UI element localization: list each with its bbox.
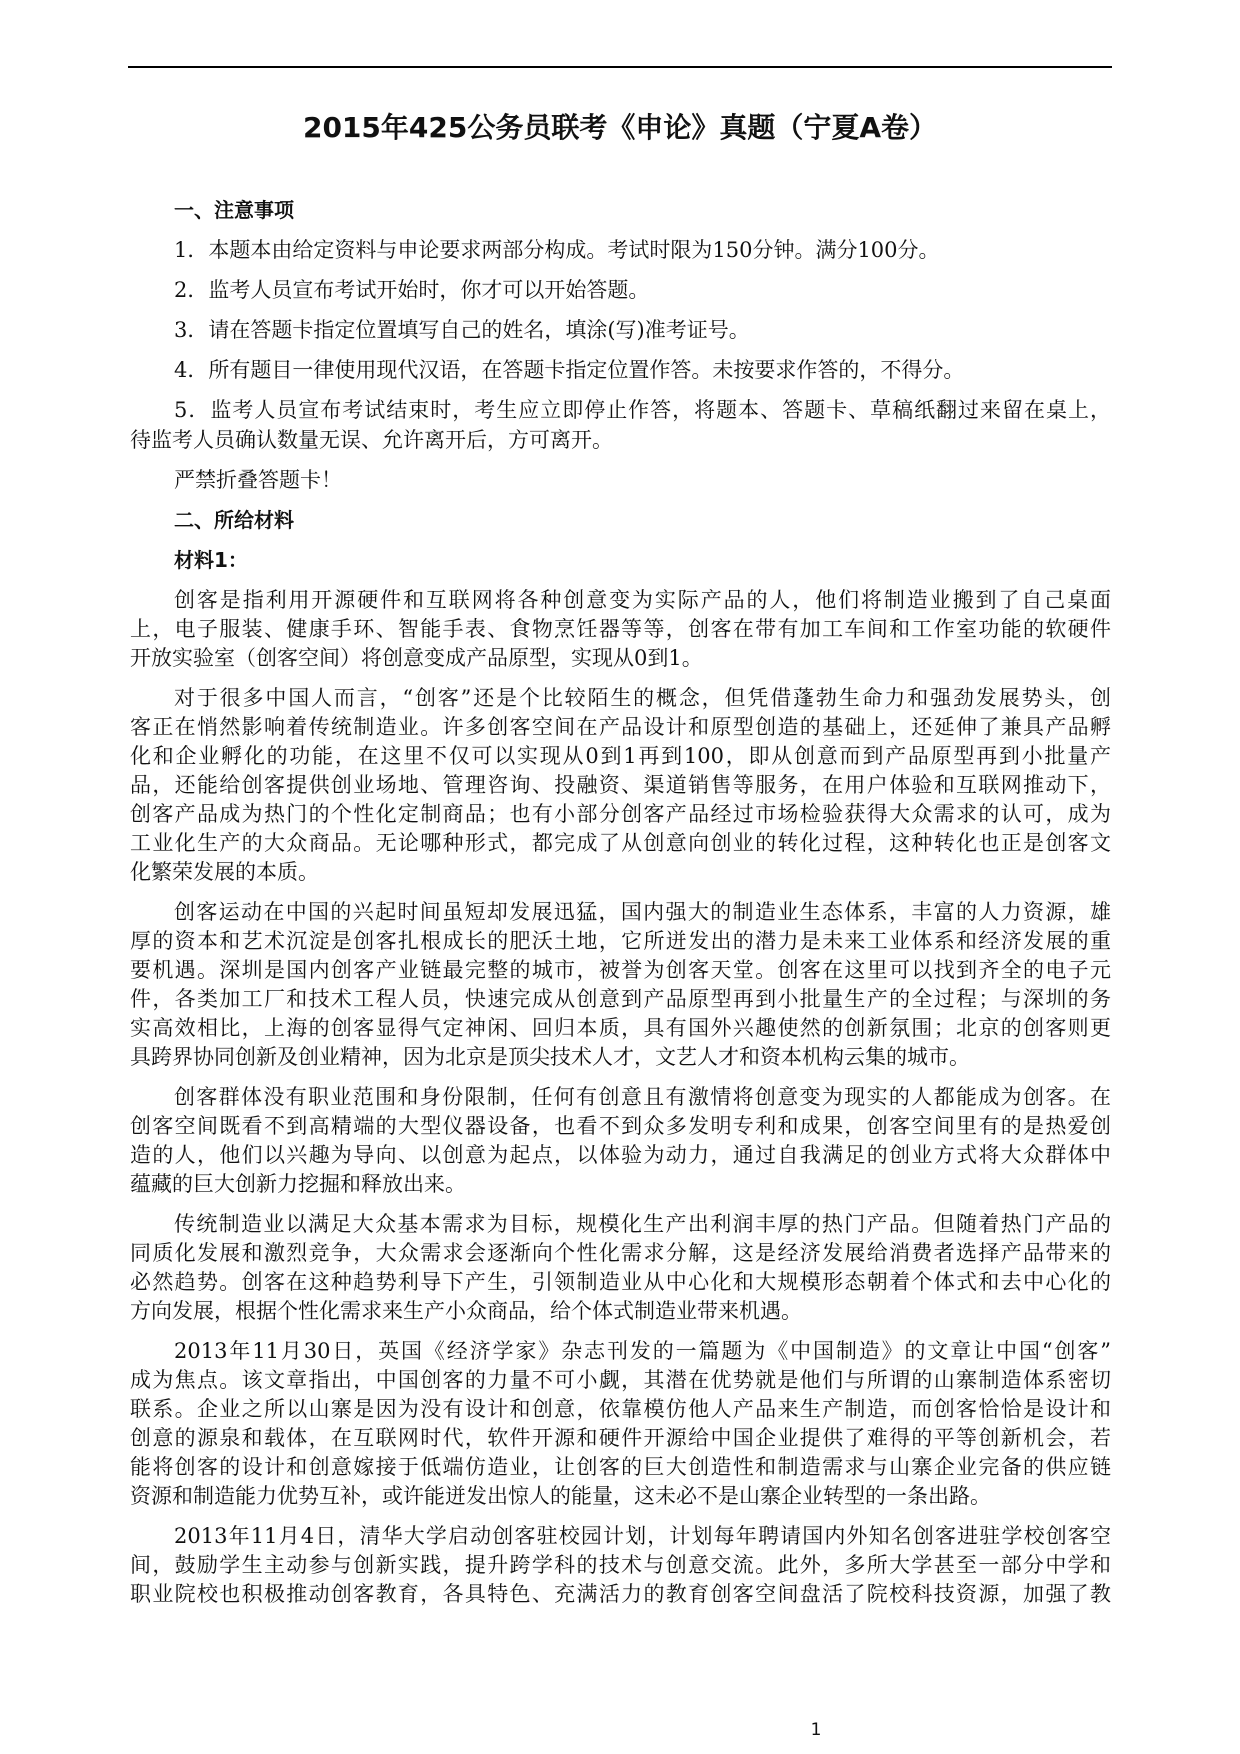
paragraph-line: 客正在悄然影响着传统制造业。许多创客空间在产品设计和原型创造的基础上，还延伸了兼具产品孵 <box>130 715 1111 739</box>
material-1-paragraphs <box>130 586 1111 1609</box>
paragraph-line: 创客是指利用开源硬件和互联网将各种创意变为实际产品的人，他们将制造业搬到了自己桌面 <box>174 588 1111 612</box>
header-rule <box>128 66 1112 68</box>
paragraph-line: 件，各类加工厂和技术工程人员，快速完成从创意到产品原型再到小批量生产的全过程；与深圳的务 <box>130 987 1111 1011</box>
material-paragraph <box>130 1083 1111 1199</box>
material-1-heading: 材料1： <box>174 548 248 572</box>
paragraph-line: 创客群体没有职业范围和身份限制，任何有创意且有激情将创意变为现实的人都能成为创客。在 <box>174 1085 1111 1109</box>
paragraph-line: 创客空间既看不到高精端的大型仪器设备，也看不到众多发明专利和成果，创客空间里有的是热爱创 <box>130 1114 1111 1138</box>
paragraph-line: 造的人，他们以兴趣为导向、以创意为起点，以体验为动力，通过自我满足的创业方式将大众群体中 <box>130 1143 1111 1167</box>
paragraph-line: 能将创客的设计和创意嫁接于低端仿造业，让创客的巨大创造性和制造需求与山寨企业完备的供应链 <box>130 1455 1111 1479</box>
section-heading-notice: 一、注意事项 <box>174 198 294 222</box>
notice-item-3: 3．请在答题卡指定位置填写自己的姓名，填涂(写)准考证号。 <box>174 318 750 342</box>
paragraph-line: 化繁荣发展的本质。 <box>130 860 319 884</box>
paragraph-line: 成为焦点。该文章指出，中国创客的力量不可小觑，其潜在优势就是他们与所谓的山寨制造体系密切 <box>130 1368 1111 1392</box>
paragraph-line: 具跨界协同创新及创业精神，因为北京是顶尖技术人才，文艺人才和资本机构云集的城市。 <box>130 1045 970 1069</box>
paragraph-line: 开放实验室（创客空间）将创意变成产品原型，实现从0到1。 <box>130 646 703 670</box>
paragraph-line: 间，鼓励学生主动参与创新实践，提升跨学科的技术与创意交流。此外，多所大学甚至一部分中学和 <box>130 1553 1111 1577</box>
notice-item-2: 2．监考人员宣布考试开始时，你才可以开始答题。 <box>174 278 650 302</box>
paragraph-line: 对于很多中国人而言，“创客”还是个比较陌生的概念，但凭借蓬勃生命力和强劲发展势头，创 <box>174 686 1111 710</box>
notice-item-5-line: 待监考人员确认数量无误、允许离开后，方可离开。 <box>130 428 613 452</box>
material-paragraph <box>130 1337 1111 1511</box>
paragraph-line: 方向发展，根据个性化需求来生产小众商品，给个体式制造业带来机遇。 <box>130 1299 802 1323</box>
notice-item-5-line: 5．监考人员宣布考试结束时，考生应立即停止作答，将题本、答题卡、草稿纸翻过来留在桌上， <box>174 398 1111 422</box>
paragraph-line: 联系。企业之所以山寨是因为没有设计和创意，依靠模仿他人产品来生产制造，而创客恰恰是设计和 <box>130 1397 1111 1421</box>
paragraph-line: 创意的源泉和载体，在互联网时代，软件开源和硬件开源给中国企业提供了难得的平等创新机会，若 <box>130 1426 1111 1450</box>
paragraph-line: 同质化发展和激烈竞争，大众需求会逐渐向个性化需求分解，这是经济发展给消费者选择产品带来的 <box>130 1241 1111 1265</box>
paragraph-line: 蕴藏的巨大创新力挖掘和释放出来。 <box>130 1172 466 1196</box>
material-paragraph <box>130 898 1111 1072</box>
material-paragraph <box>130 684 1111 887</box>
section-heading-materials: 二、所给材料 <box>174 508 294 532</box>
paragraph-line: 创客产品成为热门的个性化定制商品；也有小部分创客产品经过市场检验获得大众需求的认可，成为 <box>130 802 1111 826</box>
notice-warning: 严禁折叠答题卡！ <box>174 468 342 492</box>
paragraph-line: 上，电子服装、健康手环、智能手表、食物烹饪器等等，创客在带有加工车间和工作室功能的软硬件 <box>130 617 1111 641</box>
paragraph-line: 必然趋势。创客在这种趋势利导下产生，引领制造业从中心化和大规模形态朝着个体式和去中心化的 <box>130 1270 1111 1294</box>
material-paragraph <box>130 1522 1111 1609</box>
notice-item-1: 1．本题本由给定资料与申论要求两部分构成。考试时限为150分钟。满分100分。 <box>174 238 940 262</box>
paragraph-line: 实高效相比，上海的创客显得气定神闲、回归本质，具有国外兴趣使然的创新氛围；北京的创客则更 <box>130 1016 1111 1040</box>
paragraph-line: 2013年11月4日，清华大学启动创客驻校园计划，计划每年聘请国内外知名创客进驻学校创客空 <box>174 1524 1111 1548</box>
paragraph-line: 创客运动在中国的兴起时间虽短却发展迅猛，国内强大的制造业生态体系，丰富的人力资源，雄 <box>174 900 1111 924</box>
paragraph-line: 厚的资本和艺术沉淀是创客扎根成长的肥沃土地，它所迸发出的潜力是未来工业体系和经济发展的重 <box>130 929 1111 953</box>
notice-item-4: 4．所有题目一律使用现代汉语，在答题卡指定位置作答。未按要求作答的，不得分。 <box>174 358 965 382</box>
document-body <box>130 195 1111 1609</box>
material-paragraph <box>130 1210 1111 1326</box>
paragraph-line: 工业化生产的大众商品。无论哪种形式，都完成了从创意向创业的转化过程，这种转化也正是创客文 <box>130 831 1111 855</box>
paragraph-line: 传统制造业以满足大众基本需求为目标，规模化生产出利润丰厚的热门产品。但随着热门产品的 <box>174 1212 1111 1236</box>
notice-item-5 <box>130 395 1111 455</box>
paragraph-line: 2013年11月30日，英国《经济学家》杂志刊发的一篇题为《中国制造》的文章让中国“创客” <box>174 1339 1111 1363</box>
material-paragraph <box>130 586 1111 673</box>
paragraph-line: 品，还能给创客提供创业场地、管理咨询、投融资、渠道销售等服务，在用户体验和互联网推动下， <box>130 773 1111 797</box>
paragraph-line: 资源和制造能力优势互补，或许能迸发出惊人的能量，这未必不是山寨企业转型的一条出路。 <box>130 1484 991 1508</box>
paragraph-line: 职业院校也积极推动创客教育，各具特色、充满活力的教育创客空间盘活了院校科技资源，加强了教 <box>130 1582 1111 1606</box>
paragraph-line: 要机遇。深圳是国内创客产业链最完整的城市，被誉为创客天堂。创客在这里可以找到齐全的电子元 <box>130 958 1111 982</box>
page-number: 1 <box>810 1720 822 1740</box>
paragraph-line: 化和企业孵化的功能，在这里不仅可以实现从0到1再到100，即从创意而到产品原型再到小批量产 <box>130 744 1111 768</box>
document-title: 2015年425公务员联考《申论》真题（宁夏A卷） <box>302 111 938 144</box>
